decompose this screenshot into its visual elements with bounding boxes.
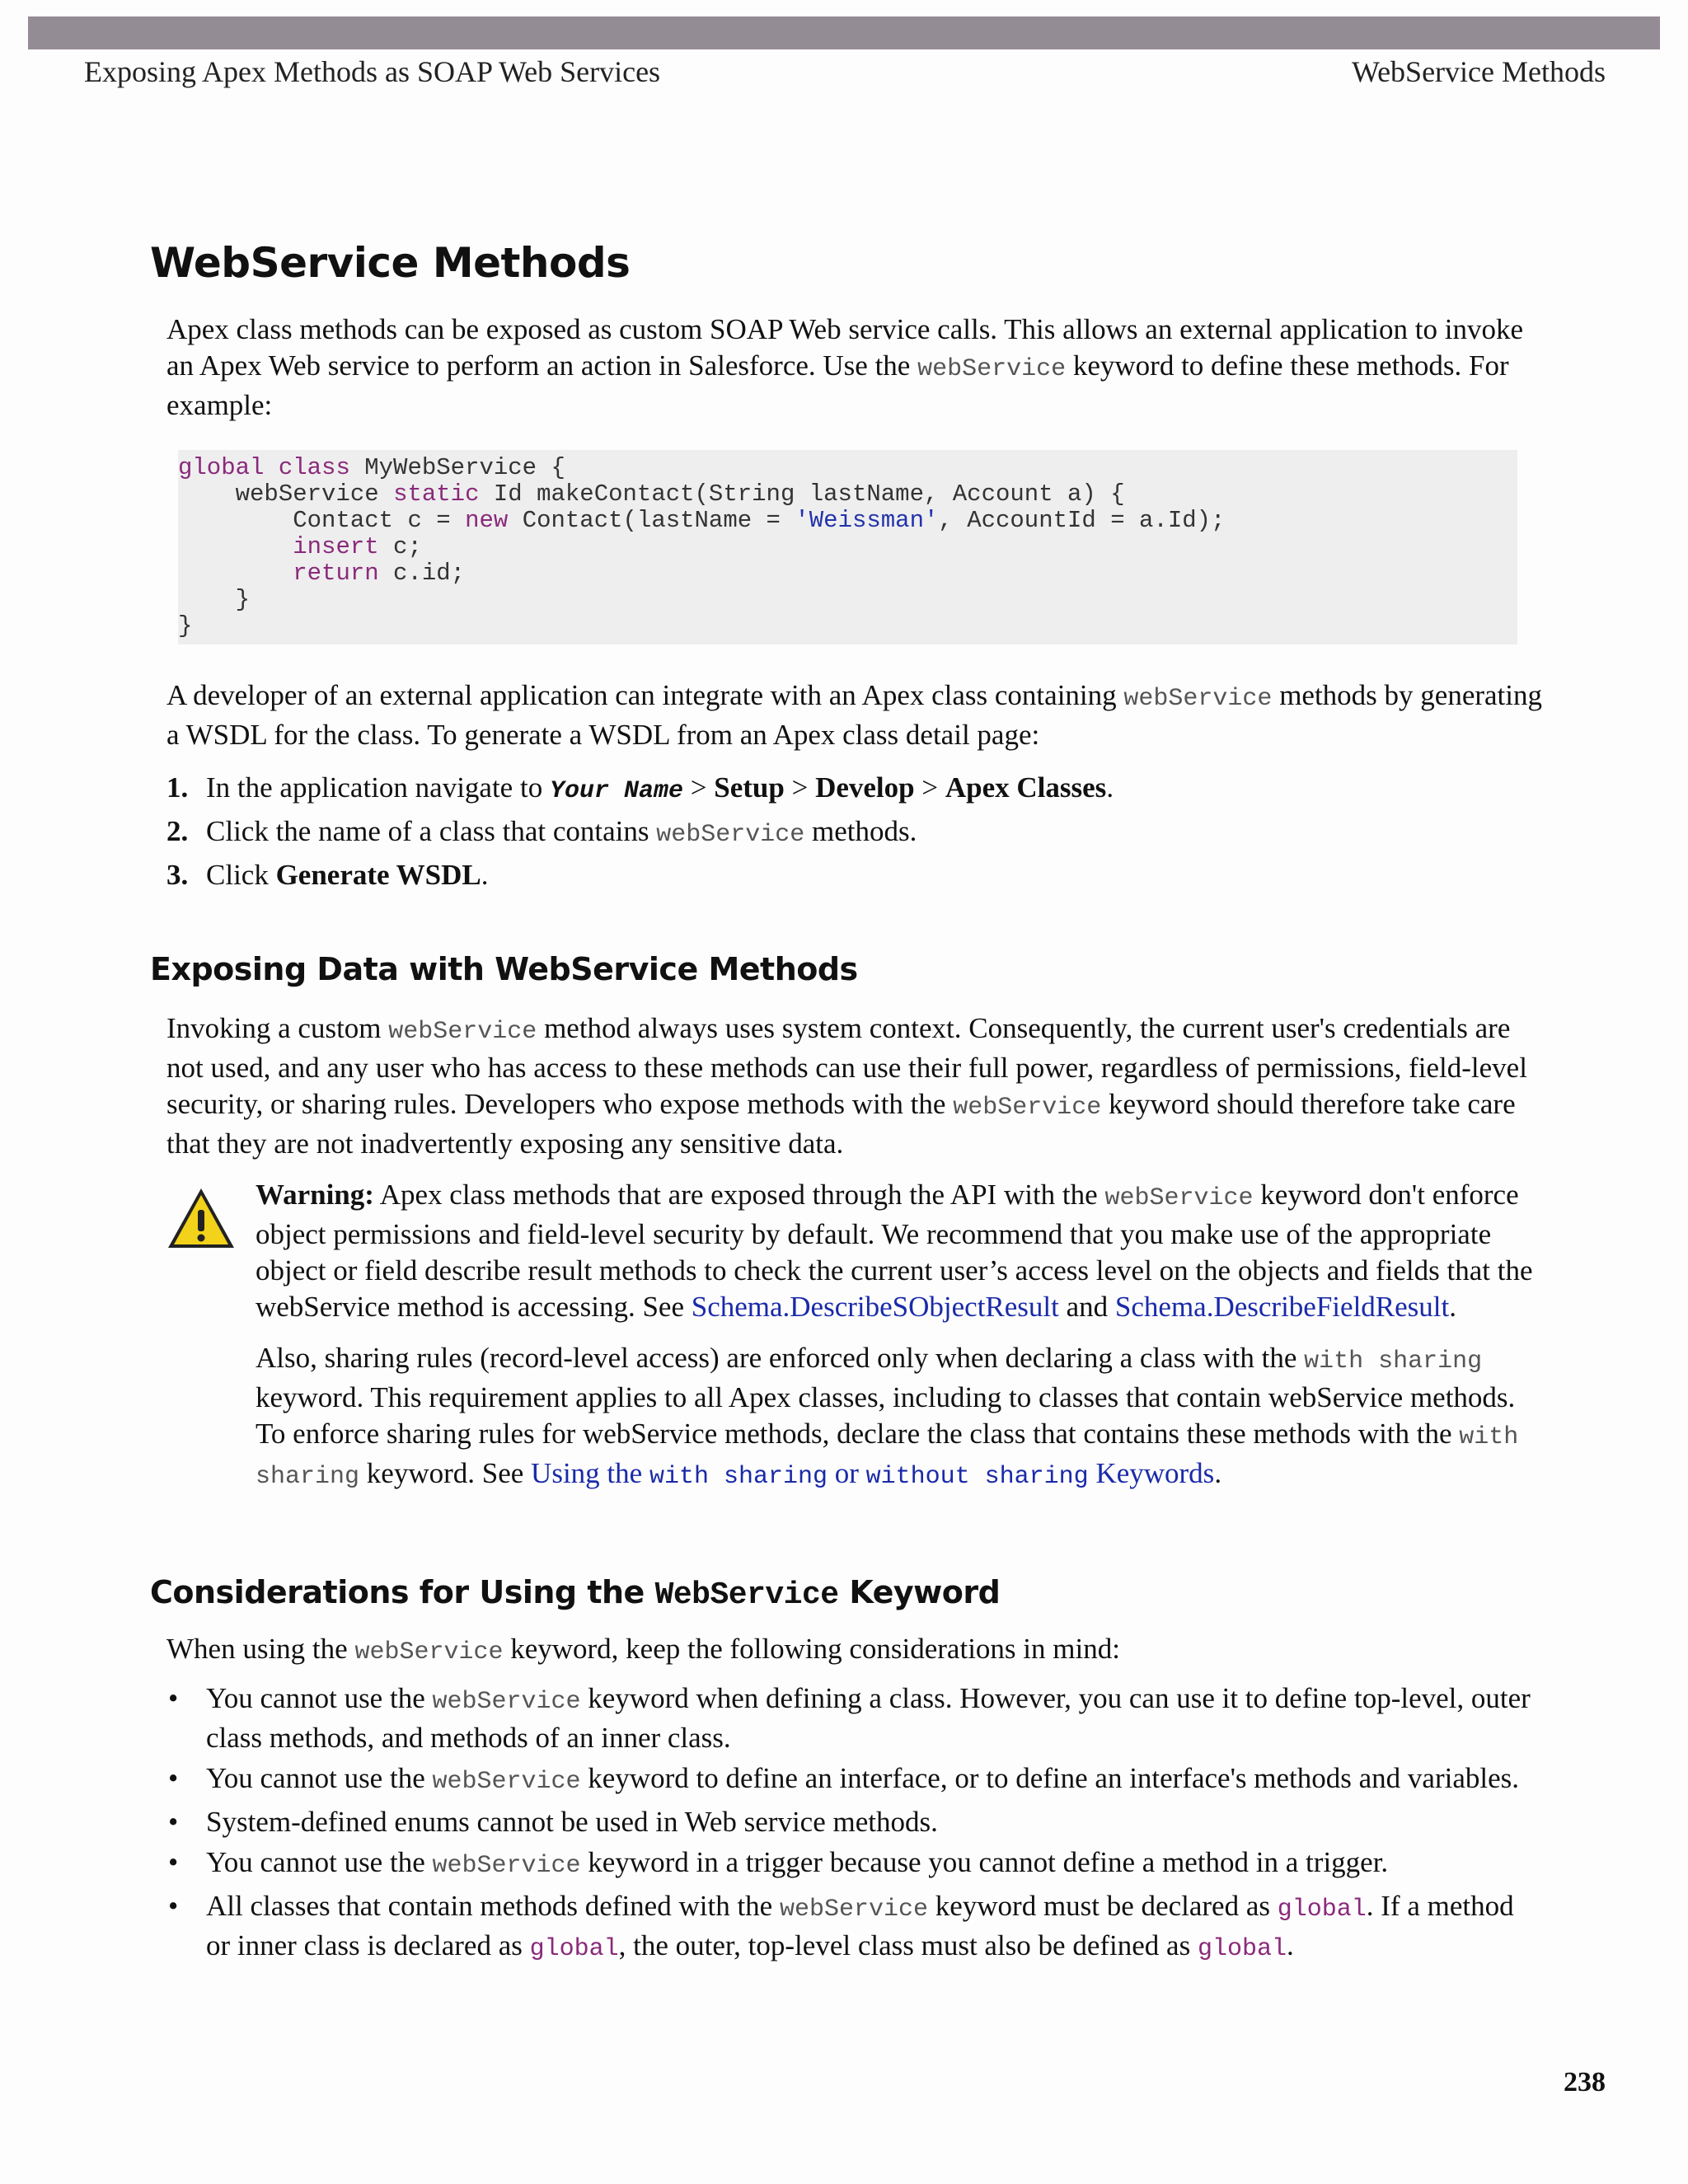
step-develop: Develop [815,771,915,804]
warning-text: Apex class methods that are exposed through the API with the [373,1179,1105,1211]
code-line-4 [178,534,1517,560]
bullet: • [168,1890,179,1922]
item-text: . If a method or inner class is declared as [206,1890,1514,1961]
code-token: static [393,480,480,508]
para-text: Invoking a custom [166,1012,389,1044]
item-code: webService [432,1852,581,1880]
step-number: 3. [166,859,189,891]
code-token: return [293,560,379,587]
exposing-data-paragraph [166,1010,1543,1162]
item-text: All classes that contain methods defined with the [206,1890,780,1922]
item-code: webService [779,1896,928,1924]
step-text: In the application navigate to [206,771,550,804]
intro-code: webService [917,355,1067,383]
list-item [166,1888,1543,1967]
code-token: global [178,454,265,481]
code-line-7 [178,613,1517,640]
link-code: with sharing [649,1463,828,1491]
code-token: new [465,507,509,534]
code-token: class [278,454,350,481]
step-sep: > [682,771,715,804]
step-sep: > [914,771,945,804]
section-exposing-data-title: Exposing Data with WebService Methods [150,951,858,987]
step-item [166,857,1543,893]
step-number: 2. [166,815,189,847]
warning-text: keyword. See [359,1457,532,1489]
item-code-global: global [529,1935,619,1963]
page-content [150,239,1543,1971]
step-end: . [1106,771,1114,804]
section-considerations-title [150,1574,1543,1613]
item-text: System-defined enums cannot be used in Web service methods. [206,1806,938,1838]
list-item [166,1760,1543,1800]
warning-text: keyword don't enforce object permissions and field-level security by default. We recommend that you make use of the appropriate object or field describe result methods to check the current user’s access level on the objects and fields that the webService method is accessing. See [256,1179,1533,1323]
code-token: } [178,612,193,640]
item-text: keyword in a trigger because you cannot define a method in a trigger. [580,1846,1389,1878]
item-text: keyword must be declared as [927,1890,1278,1922]
code-indent [178,533,293,560]
item-text: You cannot use the [206,1682,433,1714]
para-text: keyword should therefore take care that they are not inadvertently exposing any sensitive data. [166,1088,1516,1160]
step-number: 1. [166,771,189,804]
item-text: . [1286,1929,1294,1961]
warning-text: and [1058,1291,1115,1323]
code-indent [178,560,293,587]
code-token: MyWebService { [349,454,565,481]
code-token: , AccountId = a.Id); [938,507,1226,534]
running-header-left: Exposing Apex Methods as SOAP Web Services [84,55,661,88]
para-text: methods by generating a WSDL for the class. To generate a WSDL from an Apex class detail page: [166,679,1542,751]
steps-list [166,770,1543,893]
code-line-1 [178,455,1517,481]
link-sharing-keywords[interactable] [531,1457,1214,1489]
link-code: without sharing [865,1463,1089,1491]
warning-body [256,1177,1543,1495]
warning-text: keyword. This requirement applies to all Apex classes, including to classes that contain webService methods. To enforce sharing rules for webService methods, declare the class that contains these methods with the [256,1381,1516,1450]
item-text: You cannot use the [206,1846,433,1878]
item-text: keyword to define an interface, or to define an interface's methods and variables. [580,1762,1519,1794]
step-generate-wsdl: Generate WSDL [275,859,481,891]
code-token: insert [293,533,379,560]
step-apex-classes: Apex Classes [945,771,1107,804]
code-token [264,454,278,481]
considerations-intro [166,1631,1543,1671]
warning-text: Also, sharing rules (record-level access) are enforced only when declaring a class with the [256,1342,1305,1374]
step-your-name: Your Name [549,777,683,805]
code-token: c.id; [378,560,466,587]
warning-note [166,1177,1543,1495]
intro-text-2: keyword to define these methods. For example: [166,349,1509,421]
warning-code: with sharing [256,1423,1519,1491]
wsdl-paragraph [166,677,1543,753]
running-header-right: WebService Methods [1351,55,1606,88]
header-bar [28,16,1660,49]
code-line-2 [178,481,1517,508]
code-token: webService [235,480,394,508]
step-setup: Setup [714,771,785,804]
warning-paragraph-2 [256,1340,1543,1495]
item-code-global: global [1197,1935,1287,1963]
step-sep: > [784,771,816,804]
bullet: • [168,1846,179,1878]
list-item [166,1844,1543,1884]
intro-text-1: Apex class methods can be exposed as custom SOAP Web service calls. This allows an external application to invoke an Apex Web service to perform an action in Salesforce. Use the [166,313,1524,382]
item-code-global: global [1277,1896,1367,1924]
intro-paragraph [166,312,1543,424]
step-item [166,770,1543,809]
title-text: Keyword [838,1574,1001,1610]
warning-paragraph-1 [256,1177,1543,1325]
step-code: webService [656,821,805,849]
warning-text: . [1214,1457,1222,1489]
code-token: Contact c = [293,507,466,534]
link-text: Using the [531,1457,649,1489]
step-end: . [481,859,489,891]
code-token: Contact(lastName = [508,507,795,534]
title-code: WebService [654,1577,839,1613]
bullet: • [168,1806,179,1838]
list-item [166,1680,1543,1756]
code-string: 'Weissman' [795,507,939,534]
para-text: A developer of an external application can integrate with an Apex class containing [166,679,1124,711]
code-indent [178,480,236,508]
code-token: } [178,586,251,613]
warning-text: . [1449,1291,1456,1323]
bullet: • [168,1682,179,1714]
step-text: Click the name of a class that contains [206,815,657,847]
code-token: c; [378,533,422,560]
page-title: WebService Methods [150,239,631,287]
warning-code: with sharing [1304,1347,1483,1376]
para-code: webService [354,1638,504,1666]
warning-label: Warning: [256,1179,374,1211]
item-text: You cannot use the [206,1762,433,1794]
link-describe-sobject-result[interactable]: Schema.DescribeSObjectResult [691,1291,1059,1323]
step-text: methods. [804,815,917,847]
item-text: keyword when defining a class. However, you can use it to define top-level, outer class methods, and methods of an inner class. [206,1682,1531,1754]
link-describe-field-result[interactable]: Schema.DescribeFieldResult [1114,1291,1450,1323]
para-code: webService [1123,685,1273,713]
para-text: method always uses system context. Consequently, the current user's credentials are not used, and any user who has access to these methods can use their full power, regardless of permissions, field-level security, or sharing rules. Developers who expose methods with the [166,1012,1527,1120]
step-item [166,813,1543,853]
code-token: Id makeContact(String lastName, Account a) { [479,480,1125,508]
item-code: webService [432,1688,581,1716]
code-line-3 [178,508,1517,534]
link-text: or [827,1457,866,1489]
title-text: Considerations for Using the [150,1574,655,1610]
code-indent [178,507,293,534]
para-code: webService [388,1018,537,1046]
list-item [166,1804,1543,1840]
code-line-6 [178,587,1517,613]
bullet: • [168,1762,179,1794]
item-text: , the outer, top-level class must also be defined as [618,1929,1198,1961]
step-text: Click [206,859,276,891]
page-number: 238 [1564,2067,1606,2097]
warning-code: webService [1104,1184,1254,1212]
para-text: When using the [166,1633,355,1665]
item-code: webService [432,1768,581,1796]
para-text: keyword, keep the following considerations in mind: [503,1633,1120,1665]
link-text: Keywords [1088,1457,1215,1489]
code-block [178,450,1517,644]
code-line-5 [178,560,1517,587]
para-code: webService [953,1094,1102,1122]
warning-icon [166,1185,236,1251]
considerations-list [166,1680,1543,1967]
